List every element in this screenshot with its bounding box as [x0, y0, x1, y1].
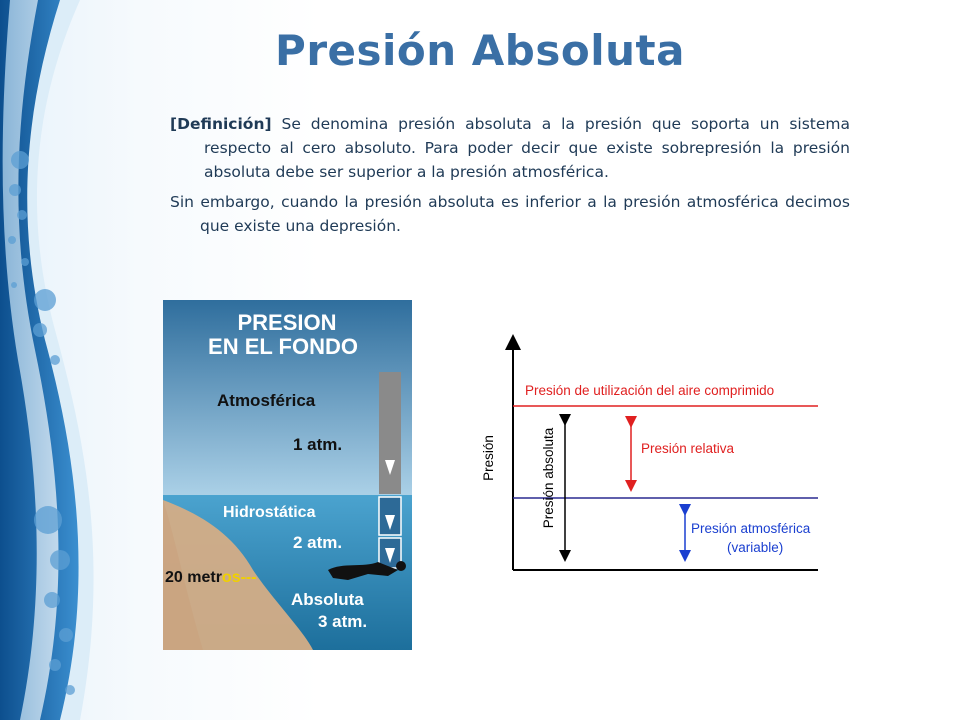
depression-paragraph: Sin embargo, cuando la presión absoluta es inferior a la presión atmosférica decimos que existe una depresión. — [170, 193, 850, 236]
water-swoosh-decoration — [0, 0, 150, 720]
definition-tag: [Definición] — [170, 115, 272, 133]
definition-paragraph — [170, 112, 850, 184]
fondo-heading-2: EN EL FONDO — [208, 334, 358, 359]
label-atmospheric-pressure: Presión atmosférica — [691, 521, 811, 536]
label-atmosferica: Atmosférica — [217, 391, 316, 410]
slide-title: Presión Absoluta — [275, 26, 685, 75]
label-utilization-pressure: Presión de utilización del aire comprimido — [525, 383, 775, 398]
label-1atm: 1 atm. — [293, 435, 343, 454]
label-hidrostatica: Hidrostática — [223, 504, 316, 521]
label-2atm: 2 atm. — [293, 533, 343, 552]
label-absolute-pressure: Presión absoluta — [541, 427, 556, 529]
axis-label-presion: Presión — [481, 435, 496, 481]
label-20-metros: 20 metros--- — [165, 569, 257, 586]
label-absoluta: Absoluta — [291, 590, 364, 609]
label-relative-pressure: Presión relativa — [641, 441, 735, 456]
presion-fondo-illustration — [163, 300, 412, 650]
label-atmospheric-variable: (variable) — [727, 540, 784, 555]
slide-body — [170, 112, 850, 244]
fondo-heading-1: PRESION — [237, 310, 337, 335]
label-3atm: 3 atm. — [318, 612, 368, 631]
definition-text: Se denomina presión absoluta a la presión que soporta un sistema respecto al cero absoluto. Para poder decir que existe sobrepresión la presión absoluta debe ser superior a la presión atmosférica. — [204, 115, 850, 182]
pressure-diagram — [473, 330, 849, 580]
